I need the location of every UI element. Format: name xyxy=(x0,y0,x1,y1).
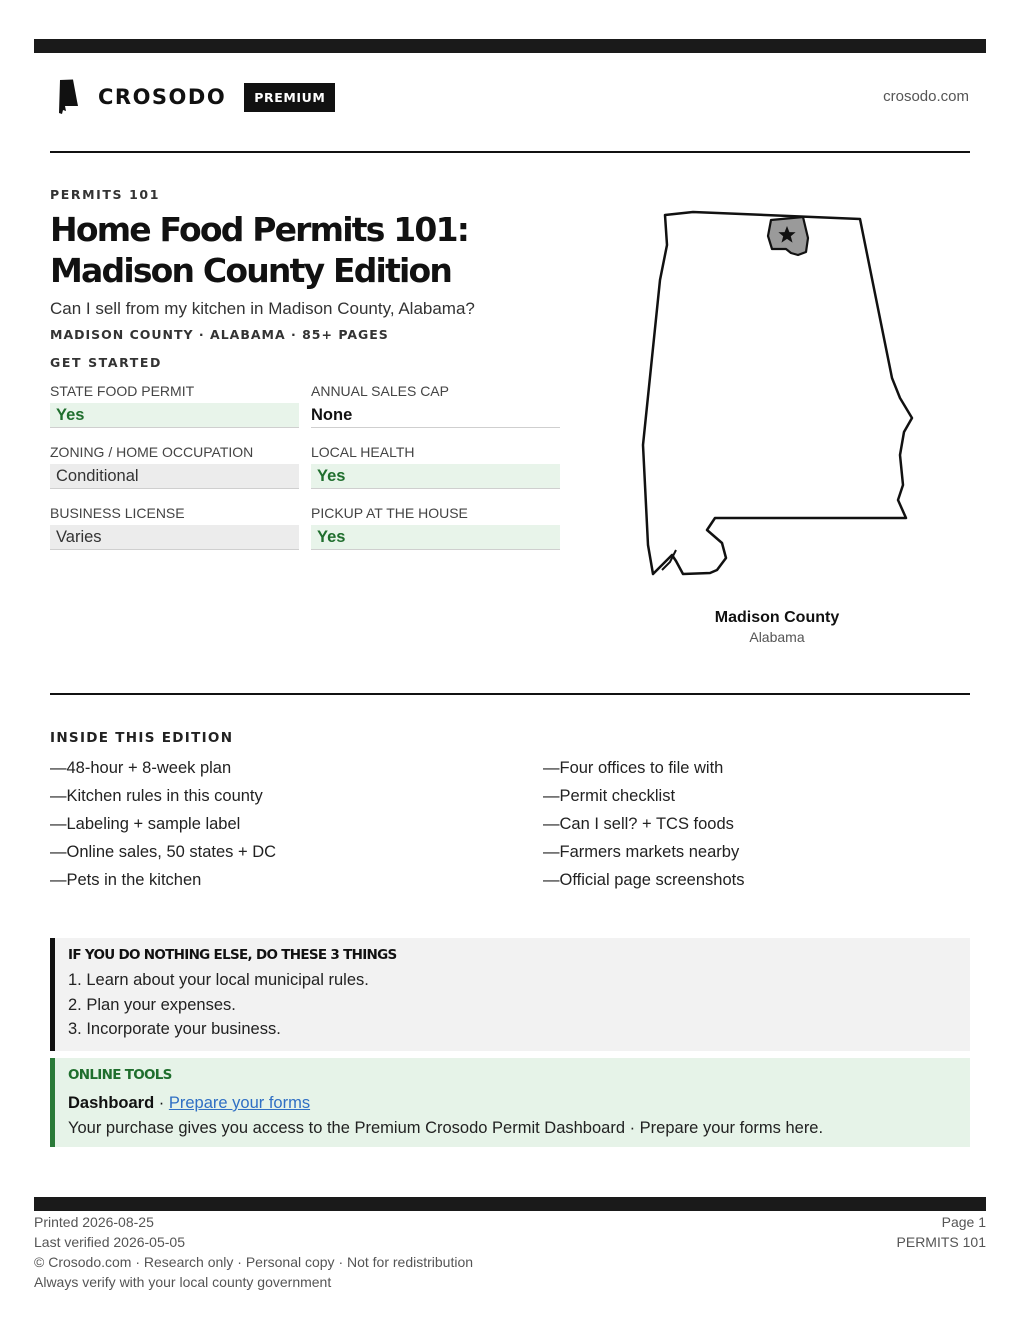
state-outline xyxy=(643,212,912,574)
verified-date: Last verified 2026-05-05 xyxy=(34,1234,185,1250)
premium-badge: PREMIUM xyxy=(244,83,335,112)
prepare-forms-link[interactable]: Prepare your forms xyxy=(168,1094,311,1112)
fact-label: BUSINESS LICENSE xyxy=(50,505,185,521)
page-title xyxy=(50,209,610,291)
step-item: 1. Learn about your local municipal rules. xyxy=(68,971,369,989)
list-item: — Official page screenshots xyxy=(543,870,744,898)
brand xyxy=(58,79,335,115)
bottom-bar xyxy=(34,1197,986,1211)
fact-business-license xyxy=(50,505,299,550)
list-item: — Pets in the kitchen xyxy=(50,870,276,898)
fact-label: PICKUP AT THE HOUSE xyxy=(311,505,468,521)
inside-edition-label: INSIDE THIS EDITION xyxy=(50,730,234,746)
section-divider xyxy=(50,693,970,695)
list-item: — Permit checklist xyxy=(543,786,744,814)
footer-right xyxy=(897,1213,986,1253)
title-line-1: Home Food Permits 101: xyxy=(50,210,469,249)
fact-pickup xyxy=(311,505,560,550)
alabama-state-silhouette-icon xyxy=(58,79,82,115)
fact-label: ZONING / HOME OCCUPATION xyxy=(50,444,254,460)
top-bar xyxy=(34,39,986,53)
map-caption xyxy=(677,609,877,645)
fact-value: Varies xyxy=(50,525,299,549)
fact-value: Yes xyxy=(50,403,299,427)
get-started-label: GET STARTED xyxy=(50,355,163,370)
callout-title: IF YOU DO NOTHING ELSE, DO THESE 3 THINGS xyxy=(68,947,397,963)
online-tools-callout xyxy=(50,1058,970,1147)
list-item: — 48-hour + 8-week plan xyxy=(50,758,276,786)
fact-label: STATE FOOD PERMIT xyxy=(50,383,195,399)
tools-title: ONLINE TOOLS xyxy=(68,1067,172,1083)
steps-list xyxy=(68,969,970,1043)
verify-advice: Always verify with your local county government xyxy=(34,1274,332,1290)
map-state-name: Alabama xyxy=(749,629,805,645)
footer-left xyxy=(34,1213,473,1293)
contents-list-left xyxy=(50,758,276,898)
list-item: — Online sales, 50 states + DC xyxy=(50,842,276,870)
eyebrow: PERMITS 101 xyxy=(50,187,160,202)
list-item: — Farmers markets nearby xyxy=(543,842,744,870)
fact-zoning xyxy=(50,444,299,489)
page-number: Page 1 xyxy=(941,1214,986,1230)
title-line-2: Madison County Edition xyxy=(50,251,452,290)
fact-grid xyxy=(50,383,560,550)
header-divider xyxy=(50,151,970,153)
fact-value: Yes xyxy=(311,525,560,549)
fact-value: Yes xyxy=(311,464,560,488)
list-item: — Four offices to file with xyxy=(543,758,744,786)
copyright-notice: © Crosodo.com · Research only · Personal copy · Not for redistribution xyxy=(34,1254,474,1270)
fact-label: ANNUAL SALES CAP xyxy=(311,383,449,399)
list-item: — Labeling + sample label xyxy=(50,814,276,842)
brand-name: CROSODO xyxy=(98,85,227,109)
site-url: crosodo.com xyxy=(883,88,969,105)
dashboard-separator: · xyxy=(154,1094,169,1112)
fact-local-health xyxy=(311,444,560,489)
fact-label: LOCAL HEALTH xyxy=(311,444,415,460)
fact-value: Conditional xyxy=(50,464,299,488)
dashboard-label: Dashboard xyxy=(68,1094,155,1112)
fact-state-food-permit xyxy=(50,383,299,428)
subtitle: Can I sell from my kitchen in Madison County, Alabama? xyxy=(50,299,475,318)
contents-list-right xyxy=(543,758,744,898)
dashboard-line xyxy=(68,1091,970,1117)
step-item: 3. Incorporate your business. xyxy=(68,1020,281,1038)
fact-value: None xyxy=(311,406,353,424)
three-things-callout xyxy=(50,938,970,1051)
list-item: — Kitchen rules in this county xyxy=(50,786,276,814)
list-item: — Can I sell? + TCS foods xyxy=(543,814,744,842)
fact-annual-sales-cap xyxy=(311,383,560,428)
step-item: 2. Plan your expenses. xyxy=(68,995,236,1014)
printed-date: Printed 2026-08-25 xyxy=(34,1214,154,1230)
alabama-map xyxy=(635,205,925,590)
dashboard-description: Your purchase gives you access to the Premium Crosodo Permit Dashboard · Prepare your forms here. xyxy=(68,1119,824,1137)
map-county-name: Madison County xyxy=(714,609,840,626)
footer-section: PERMITS 101 xyxy=(896,1234,986,1250)
edition-meta: MADISON COUNTY · ALABAMA · 85+ PAGES xyxy=(50,327,389,342)
